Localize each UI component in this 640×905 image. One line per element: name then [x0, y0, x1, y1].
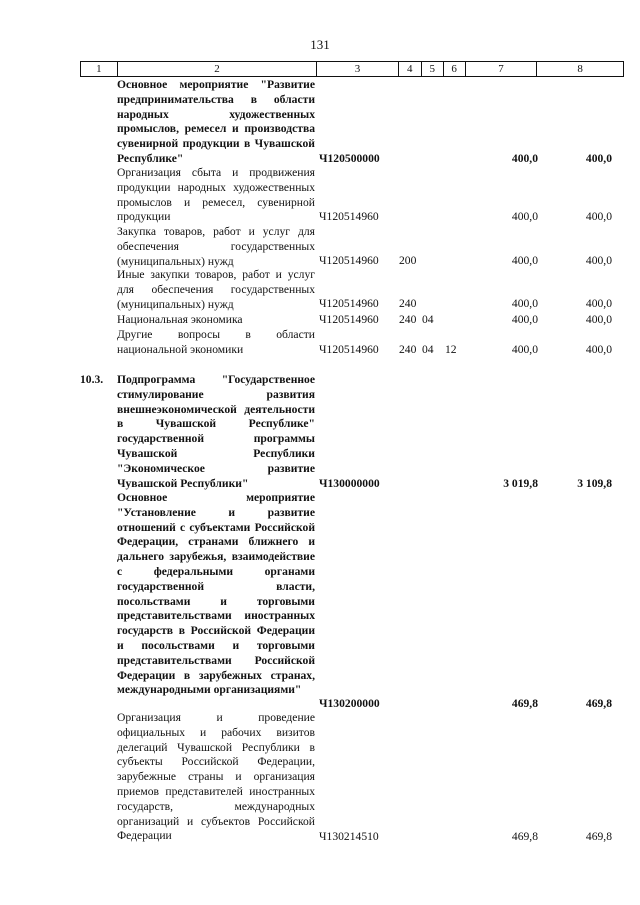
row-7-value-8: 469,8	[585, 697, 612, 710]
row-7-code: Ч130200000	[319, 697, 380, 710]
row-8-value-7: 469,8	[511, 830, 538, 843]
row-3-value-8: 400,0	[585, 297, 612, 310]
row-6-value-7: 3 019,8	[503, 477, 538, 490]
row-6-code: Ч130000000	[319, 477, 380, 490]
row-3-value-7: 400,0	[511, 297, 538, 310]
row-2-code: Ч120514960	[319, 254, 379, 267]
row-8-name: Организация и проведение официальных и рабочих визитов делегаций Чувашской Республики в субъекты Российской Федерации, зарубежные страны и организация приемов представителей иностранных государств, международных организаций и субъектов Российской Федерации	[117, 711, 315, 843]
row-4-code: Ч120514960	[319, 313, 379, 326]
row-0-value-8: 400,0	[585, 152, 612, 165]
page-number: 131	[310, 37, 330, 52]
row-2-value-7: 400,0	[511, 254, 538, 267]
row-5-value-8: 400,0	[585, 343, 612, 356]
row-8-code: Ч130214510	[319, 830, 379, 843]
row-0-name: Основное мероприятие "Развитие предпринимательства в области народных художественных промыслов, ремесел и производства сувенирной продукции в Чувашской Республике"	[117, 78, 315, 165]
row-3-code: Ч120514960	[319, 297, 379, 310]
row-1-value-7: 400,0	[511, 210, 538, 223]
row-5-col-4: 240	[399, 343, 417, 356]
row-1-name: Организация сбыта и продвижения продукции народных художественных промыслов и ремесел, сувенирной продукции	[117, 166, 315, 224]
row-6-value-8: 3 109,8	[577, 477, 612, 490]
row-5-value-7: 400,0	[511, 343, 538, 356]
row-4-value-7: 400,0	[511, 313, 538, 326]
header-col-3: 3	[317, 62, 399, 76]
row-4-name: Национальная экономика	[117, 313, 243, 326]
row-2-value-8: 400,0	[585, 254, 612, 267]
row-5-code: Ч120514960	[319, 343, 379, 356]
row-2-name: Закупка товаров, работ и услуг для обеспечения государственных (муниципальных) нужд	[117, 225, 315, 268]
row-0-value-7: 400,0	[511, 152, 538, 165]
row-4-col-4: 240	[399, 313, 417, 326]
header-col-8: 8	[577, 63, 583, 75]
header-col-2: 2	[118, 62, 317, 76]
row-4-value-8: 400,0	[585, 313, 612, 326]
row-3-col-4: 240	[399, 297, 417, 310]
row-2-col-4: 200	[399, 254, 417, 267]
header-col-6: 6	[444, 62, 466, 76]
row-5-col-6: 12	[445, 343, 457, 356]
row-7-value-7: 469,8	[511, 697, 538, 710]
row-6-number: 10.3.	[80, 373, 104, 386]
row-6-name: Подпрограмма "Государственное стимулирование развития внешнеэкономической деятельности в Чувашской Республике" государственной программы Чувашской Республики "Экономическое развитие Чувашской Республики"	[117, 373, 315, 490]
row-4-col-5: 04	[422, 313, 434, 326]
row-5-name: Другие вопросы в области национальной экономики	[117, 328, 315, 356]
row-8-value-8: 469,8	[585, 830, 612, 843]
row-0-code: Ч120500000	[319, 152, 380, 165]
row-5-col-5: 04	[422, 343, 434, 356]
table-header	[80, 61, 624, 77]
header-col-4: 4	[399, 62, 422, 76]
header-col-5: 5	[422, 62, 444, 76]
row-3-name: Иные закупки товаров, работ и услуг для обеспечения государственных (муниципальных) нужд	[117, 268, 315, 311]
header-col-1: 1	[81, 62, 118, 76]
header-col-7: 7	[466, 62, 538, 76]
row-1-code: Ч120514960	[319, 210, 379, 223]
row-1-value-8: 400,0	[585, 210, 612, 223]
row-7-name: Основное мероприятие "Установление и развитие отношений с субъектами Российской Федерации, странами ближнего и дальнего зарубежья, взаимодействие с федеральными органами государственной власти, посольствами и торговыми представительствами иностранных государств в Российской Федерации и посольствами и торговыми представительствами Российской Федерации в зарубежных странах, международными организациями"	[117, 491, 315, 697]
